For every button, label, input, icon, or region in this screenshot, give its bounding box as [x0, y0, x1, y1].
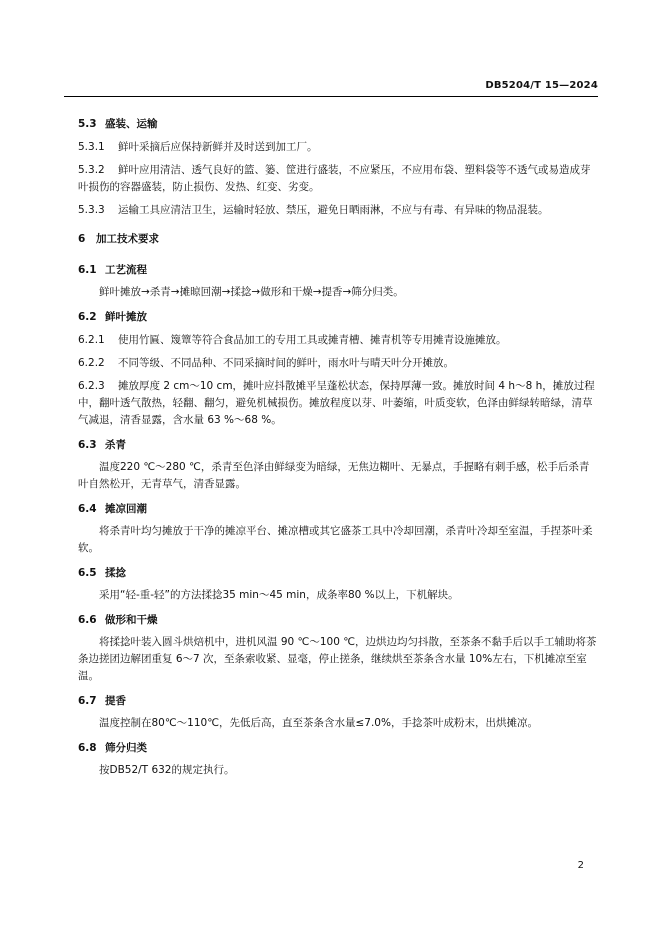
section-heading-6-8	[78, 740, 598, 757]
clause-text: 使用竹匾、篾簟等符合食品加工的专用工具或摊青槽、摊青机等专用摊青设施摊放。	[118, 334, 507, 346]
section-number: 6.3	[78, 439, 97, 451]
page-number: 2	[577, 860, 584, 871]
section-text-6-4: 将杀青叶均匀摊放于干净的摊凉平台、摊凉槽或其它盛茶工具中冷却回潮，杀青叶冷却至室温，手捏茶叶柔软。	[78, 525, 593, 554]
section-number: 6.4	[78, 503, 97, 515]
clause-5-3-3	[78, 202, 598, 219]
clause-6-2-2	[78, 355, 598, 372]
section-heading-6-2	[78, 309, 598, 326]
clause-number: 5.3.1	[78, 141, 105, 153]
clause-number: 6.2.2	[78, 357, 105, 369]
document-id-header: DB5204/T 15—2024	[485, 80, 598, 91]
section-title: 筛分归类	[105, 742, 147, 754]
section-heading-6-6	[78, 612, 598, 629]
clause-text: 摊放厚度 2 cm～10 cm，摊叶应抖散摊平呈蓬松状态，保持厚薄一致。摊放时间 4 h～8 h，摊放过程中，翻叶透气散热，轻翻、翻匀，避免机械损伤。摊放程度以芽、叶萎缩，叶质变软，色泽由鲜绿转暗绿，清草气减退，清香显露，含水量 63 %～68 %。	[78, 380, 595, 426]
section-title: 工艺流程	[105, 264, 147, 276]
section-text-6-1: 鲜叶摊放→杀青→摊晾回潮→揉捻→做形和干燥→提香→筛分归类。	[99, 286, 404, 298]
section-heading-6-3	[78, 437, 598, 454]
clause-5-3-1	[78, 139, 598, 156]
section-number: 6.2	[78, 311, 97, 323]
section-number: 6.1	[78, 264, 97, 276]
section-title: 揉捻	[105, 567, 126, 579]
chapter-title: 加工技术要求	[96, 233, 159, 245]
section-heading-6-7	[78, 693, 598, 710]
section-number: 6.5	[78, 567, 97, 579]
section-title: 杀青	[105, 439, 126, 451]
clause-text: 鲜叶采摘后应保持新鲜并及时送到加工厂。	[118, 141, 318, 153]
section-text-6-8: 按DB52/T 632的规定执行。	[99, 764, 235, 776]
section-title: 摊凉回潮	[105, 503, 147, 515]
section-title: 盛装、运输	[105, 118, 158, 130]
section-number: 5.3	[78, 118, 97, 130]
section-heading-6-5	[78, 565, 598, 582]
clause-6-2-1	[78, 332, 598, 349]
chapter-heading-6	[78, 231, 598, 248]
clause-text: 不同等级、不同品种、不同采摘时间的鲜叶，雨水叶与晴天叶分开摊放。	[118, 357, 454, 369]
clause-number: 6.2.3	[78, 380, 105, 392]
section-title: 鲜叶摊放	[105, 311, 147, 323]
section-heading-6-1	[78, 262, 598, 279]
section-number: 6.7	[78, 695, 97, 707]
section-number: 6.6	[78, 614, 97, 626]
section-text-6-6: 将揉捻叶装入圆斗烘焙机中，进机风温 90 ℃～100 ℃，边烘边均匀抖散，至茶条不黏手后以手工辅助将茶条边搓团边解团重复 6～7 次，至条索收紧、显毫，停止搓条，继续烘至茶条含水量 10%左右，下机摊凉至室温。	[78, 636, 597, 682]
clause-number: 5.3.2	[78, 164, 105, 176]
section-number: 6.8	[78, 742, 97, 754]
section-heading-6-4	[78, 501, 598, 518]
clause-text: 鲜叶应用清洁、透气良好的篮、篓、筐进行盛装，不应紧压，不应用布袋、塑料袋等不透气或易造成芽叶损伤的容器盛装，防止损伤、发热、红变、劣变。	[78, 164, 591, 193]
clause-text: 运输工具应清洁卫生，运输时轻放、禁压，避免日晒雨淋，不应与有毒、有异味的物品混装。	[118, 204, 549, 216]
section-title: 提香	[105, 695, 126, 707]
clause-number: 6.2.1	[78, 334, 105, 346]
page-content	[78, 108, 598, 784]
section-text-6-3: 温度220 ℃～280 ℃，杀青至色泽由鲜绿变为暗绿，无焦边糊叶、无暴点，手握略有刺手感，松手后杀青叶自然松开，无青草气，清香显露。	[78, 461, 590, 490]
section-text-6-5: 采用“轻-重-轻”的方法揉捻35 min～45 min，成条率80 %以上，下机解块。	[99, 589, 459, 601]
header-rule	[64, 96, 598, 97]
clause-5-3-2	[78, 162, 598, 196]
section-text-6-7: 温度控制在80℃～110℃，先低后高，直至茶条含水量≤7.0%，手捻茶叶成粉末，出烘摊凉。	[99, 717, 538, 729]
section-heading-5-3	[78, 116, 598, 133]
clause-6-2-3	[78, 378, 598, 429]
chapter-number: 6	[78, 233, 86, 245]
section-title: 做形和干燥	[105, 614, 158, 626]
clause-number: 5.3.3	[78, 204, 105, 216]
